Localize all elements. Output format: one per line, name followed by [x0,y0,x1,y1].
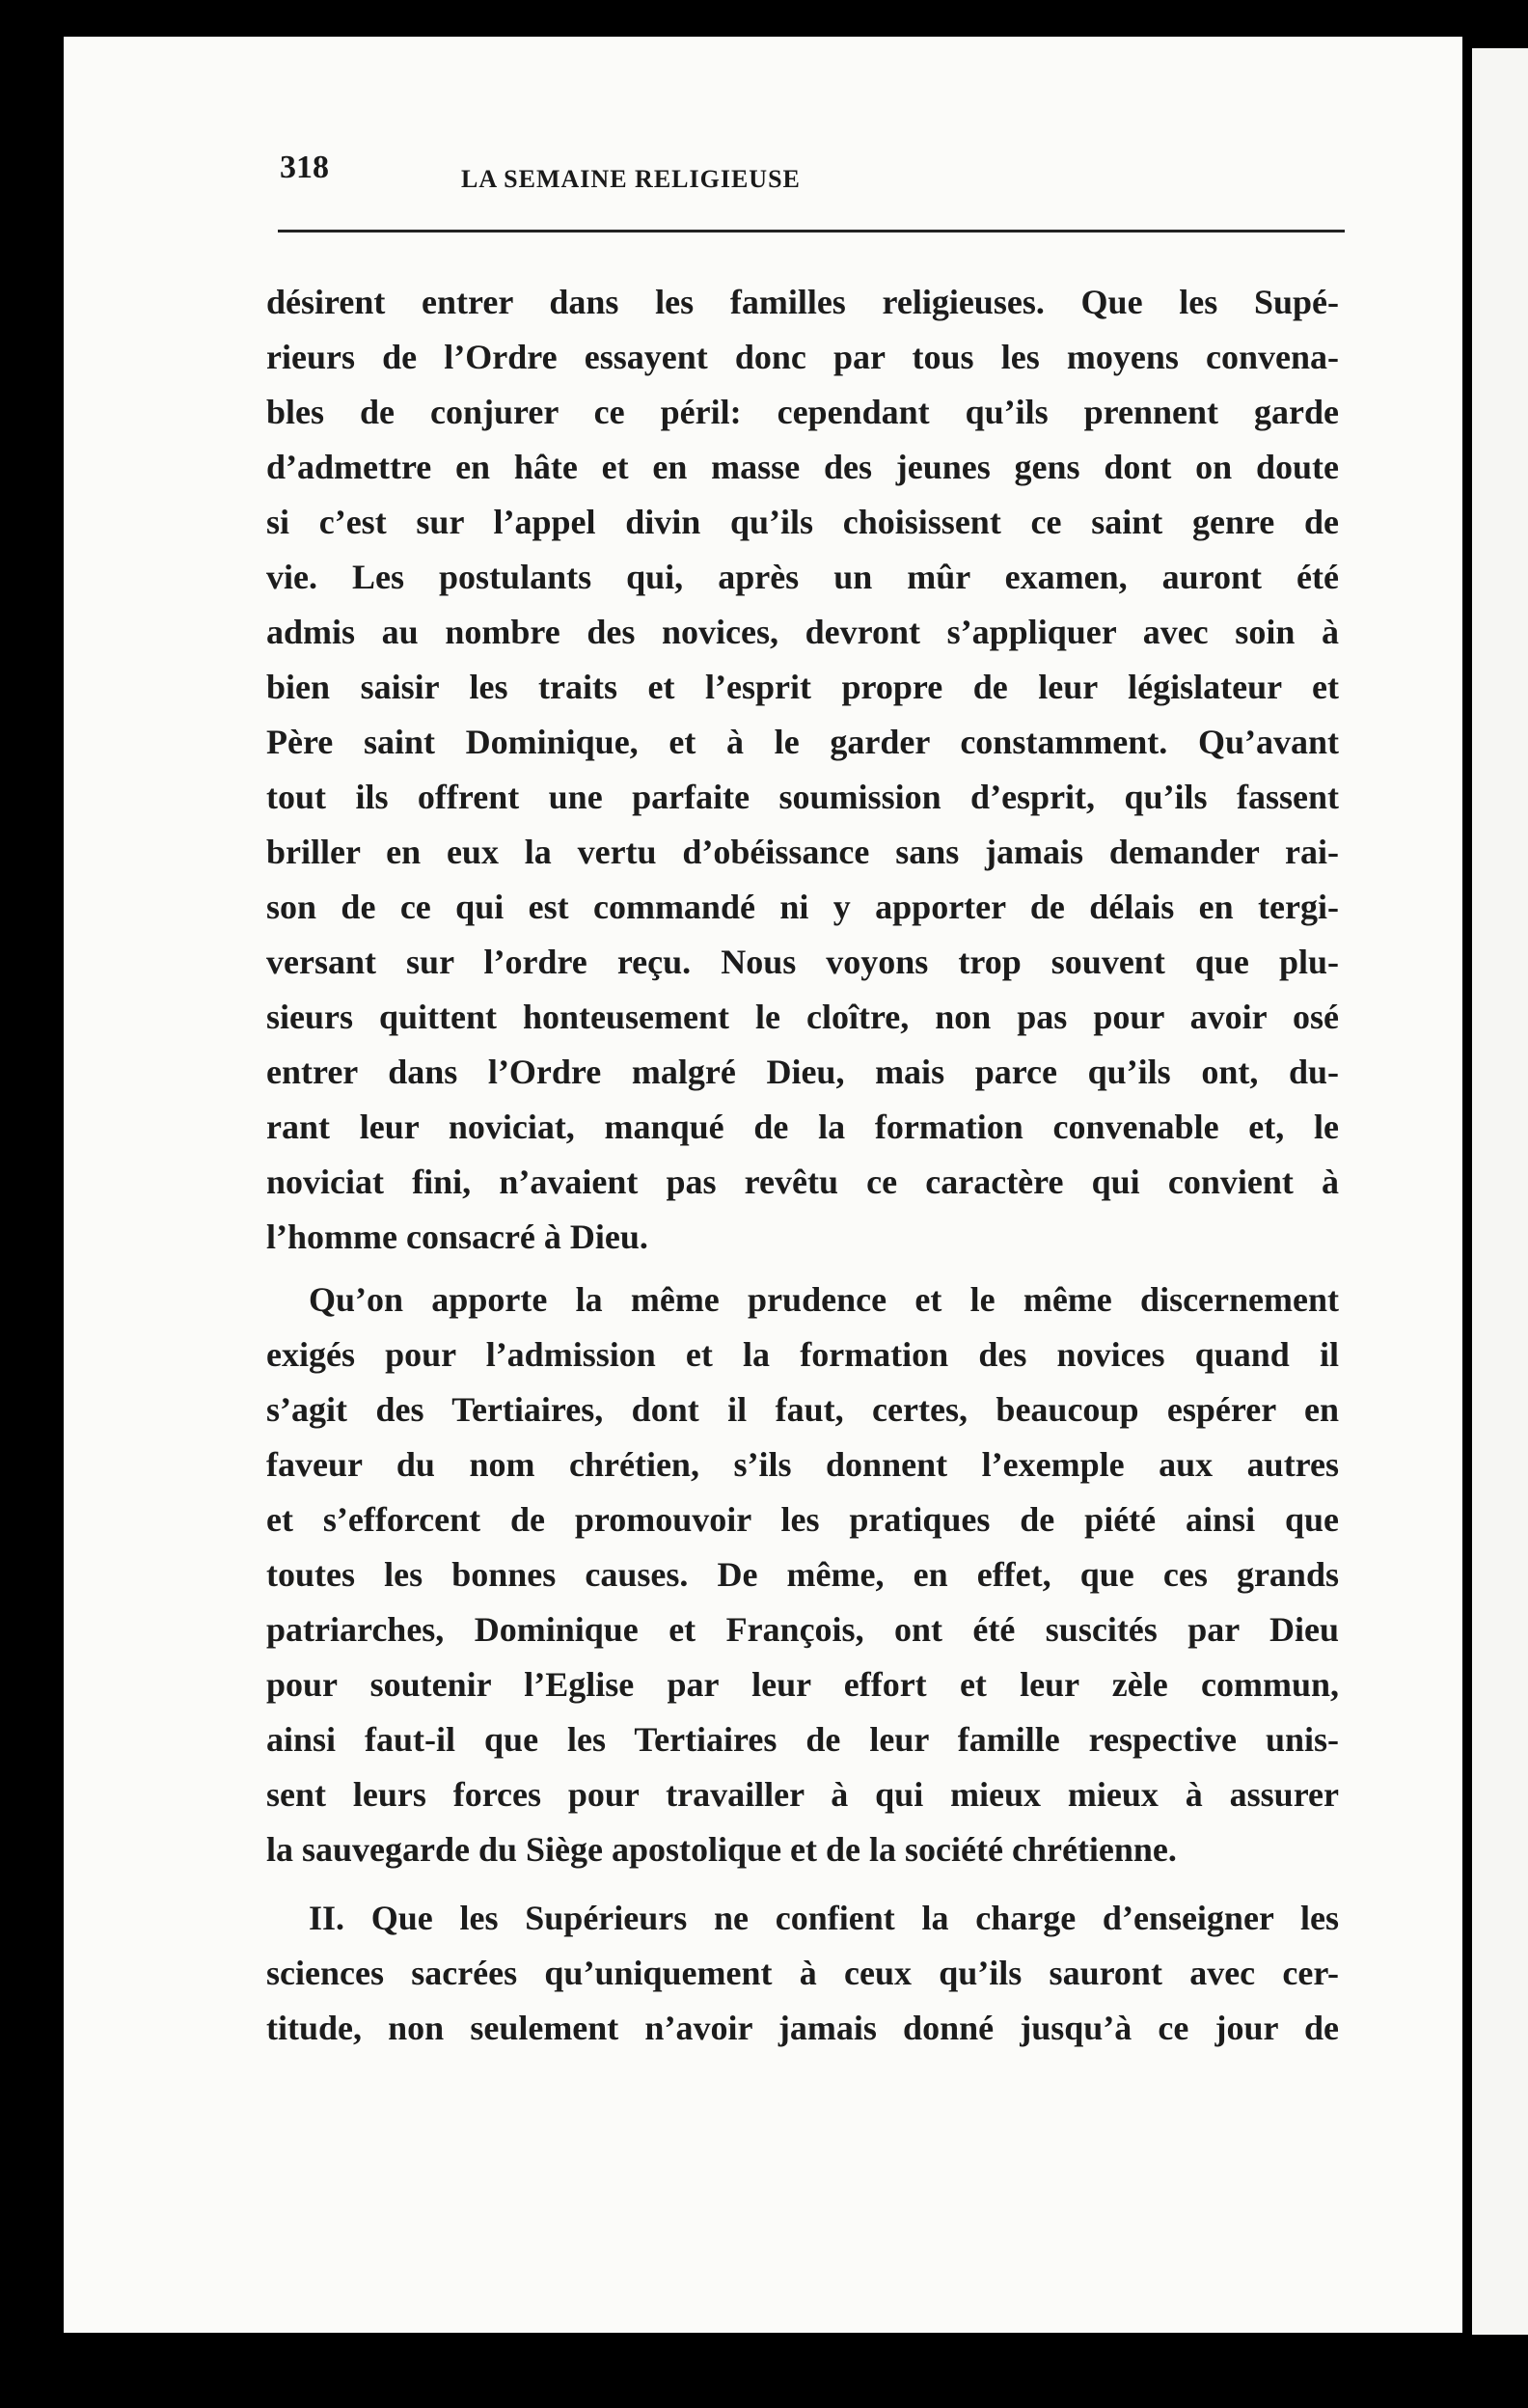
text-line: exigés pour l’admission et la formation des novices quand il [266,1335,1339,1374]
page-number: 318 [280,150,329,185]
text-line: toutes les bonnes causes. De même, en effet, que ces grands [266,1555,1339,1594]
text-line: faveur du nom chrétien, s’ils donnent l’exemple aux autres [266,1445,1339,1484]
facing-page-edge [1472,48,1528,2335]
text-line: titude, non seulement n’avoir jamais donné jusqu’à ce jour de [266,2009,1339,2047]
text-line: bien saisir les traits et l’esprit propre de leur législateur et [266,668,1339,706]
text-line: II. Que les Supérieurs ne confient la charge d’enseigner les [309,1899,1339,1937]
text-line: entrer dans l’Ordre malgré Dieu, mais parce qu’ils ont, du- [266,1053,1339,1091]
body-text [266,275,1339,2056]
text-line: sent leurs forces pour travailler à qui mieux mieux à assurer [266,1775,1339,1814]
text-line: si c’est sur l’appel divin qu’ils choisissent ce saint genre de [266,503,1339,541]
text-line: sciences sacrées qu’uniquement à ceux qu’ils sauront avec cer- [266,1954,1339,1992]
text-line: briller en eux la vertu d’obéissance sans jamais demander rai- [266,833,1339,871]
paragraph-gap [266,1877,1339,1891]
text-line: son de ce qui est commandé ni y apporter de délais en tergi- [266,888,1339,926]
text-line: d’admettre en hâte et en masse des jeunes gens dont on doute [266,448,1339,486]
text-line: vie. Les postulants qui, après un mûr examen, auront été [266,558,1339,596]
text-line: l’homme consacré à Dieu. [266,1218,648,1256]
text-line: noviciat fini, n’avaient pas revêtu ce caractère qui convient à [266,1163,1339,1201]
text-line: désirent entrer dans les familles religieuses. Que les Supé- [266,283,1339,321]
text-line: versant sur l’ordre reçu. Nous voyons trop souvent que plu- [266,943,1339,981]
text-line: Qu’on apporte la même prudence et le même discernement [309,1280,1339,1319]
paragraph-gap [266,1265,1339,1272]
running-head: LA SEMAINE RELIGIEUSE [461,165,801,193]
text-line: Père saint Dominique, et à le garder constamment. Qu’avant [266,723,1339,761]
text-line: patriarches, Dominique et François, ont été suscités par Dieu [266,1610,1339,1649]
page-header [214,150,1343,207]
text-line: rieurs de l’Ordre essayent donc par tous les moyens convena- [266,338,1339,376]
paragraph-1 [266,275,1339,1265]
text-line: ainsi faut-il que les Tertiaires de leur famille respective unis- [266,1720,1339,1759]
text-line: la sauvegarde du Siège apostolique et de la société chrétienne. [266,1830,1177,1869]
paragraph-3 [266,1891,1339,2056]
header-rule [278,230,1345,233]
text-line: tout ils offrent une parfaite soumission d’esprit, qu’ils fassent [266,778,1339,816]
text-line: bles de conjurer ce péril: cependant qu’ils prennent garde [266,393,1339,431]
text-line: admis au nombre des novices, devront s’appliquer avec soin à [266,613,1339,651]
text-line: s’agit des Tertiaires, dont il faut, certes, beaucoup espérer en [266,1390,1339,1429]
paragraph-2 [266,1272,1339,1877]
text-line: rant leur noviciat, manqué de la formation convenable et, le [266,1108,1339,1146]
text-line: sieurs quittent honteusement le cloître, non pas pour avoir osé [266,998,1339,1036]
text-line: et s’efforcent de promouvoir les pratiques de piété ainsi que [266,1500,1339,1539]
text-line: pour soutenir l’Eglise par leur effort et leur zèle commun, [266,1665,1339,1704]
